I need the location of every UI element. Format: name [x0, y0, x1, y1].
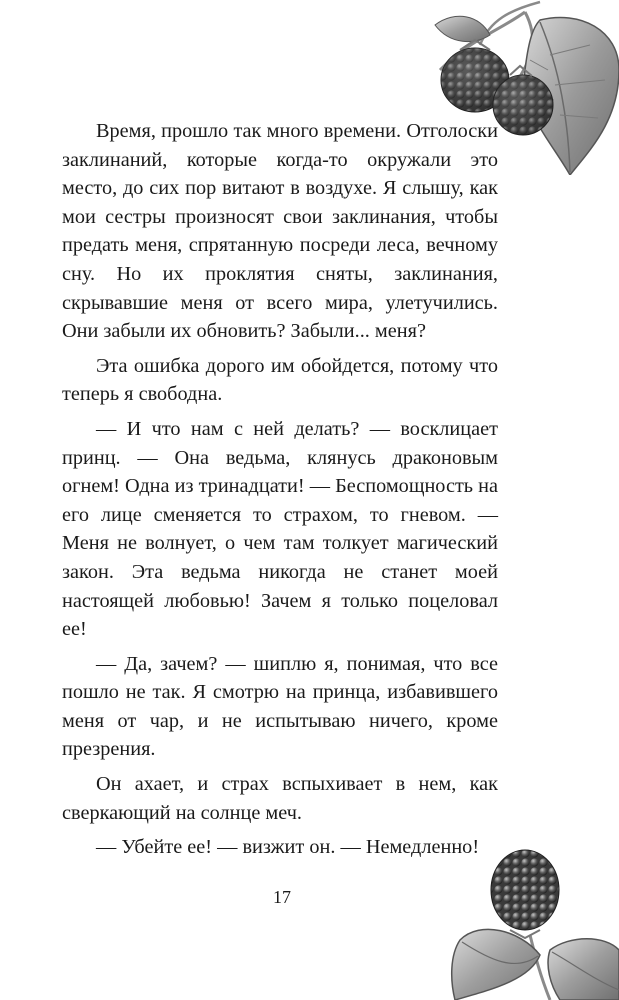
paragraph-1: Время, прошло так много времени. Отголоски заклинаний, которые когда-то окружали это место, до сих пор витают в воздухе. Я слышу, как мои сестры произносят свои заклинания, чтобы предать меня, спрятанную посреди леса, вечному сну. Но их проклятия сняты, заклинания, скрывавшие меня от всего мира, улетучились. Они забыли их обновить? Забыли... меня?	[62, 120, 498, 343]
paragraph-3: — И что нам с ней делать? — восклицает принц. — Она ведьма, клянусь драконовым огнем! Одна из тринадцати! — Беспомощность на его лице сменяется то страхом, то гневом. — Меня не волнует, о чем там толкует магический закон. Эта ведьма никогда не станет моей настоящей любовью! Зачем я только поцеловал ее!	[62, 417, 498, 641]
paragraph-6: — Убейте ее! — визжит он. — Немедленно!	[96, 836, 480, 859]
paragraph-5: Он ахает, и страх вспыхивает в нем, как сверкающий на солнце меч.	[62, 773, 498, 824]
paragraph-4: — Да, зачем? — шиплю я, понимая, что все пошло не так. Я смотрю на принца, избавившего меня от чар, и не испытываю ничего, кроме презрения.	[62, 652, 498, 761]
raspberry-bottom-illustration	[440, 840, 619, 1000]
paragraph-2: Эта ошибка дорого им обойдется, потому что теперь я свободна.	[62, 354, 498, 406]
page-number: 17	[273, 887, 291, 907]
body-text	[62, 117, 498, 862]
